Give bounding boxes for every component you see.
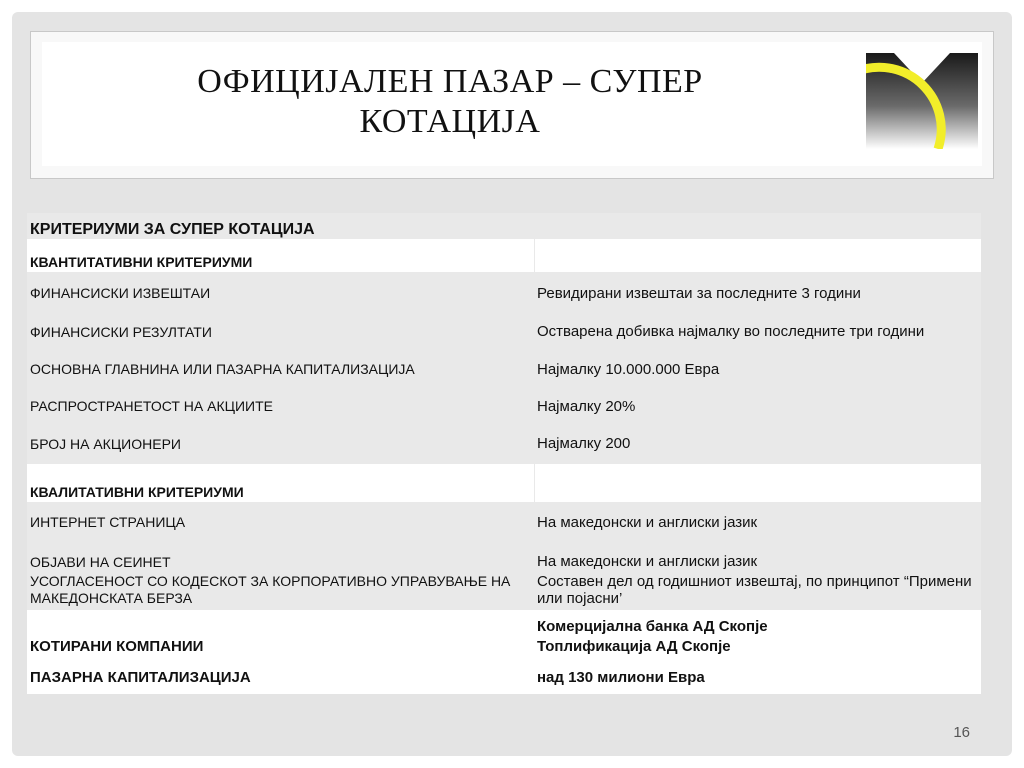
listed-companies-row bbox=[27, 610, 981, 660]
requirement-cell: Најмалку 10.000.000 Евра bbox=[534, 349, 981, 389]
stock-exchange-logo bbox=[866, 53, 978, 149]
requirement-cell: На македонски и англиски јазик bbox=[534, 502, 981, 542]
requirement-cell: Најмалку 200 bbox=[534, 423, 981, 464]
requirement-cell: Составен дел од годишниот извештај, по принципот “Примени или појасни’ bbox=[534, 570, 981, 610]
section-heading-quantitative: КВАНТИТАТИВНИ КРИТЕРИУМИ bbox=[27, 239, 534, 272]
table-row bbox=[27, 314, 981, 349]
table-row bbox=[27, 502, 981, 542]
listed-companies-label: КОТИРАНИ КОМПАНИИ bbox=[27, 610, 534, 660]
table-header: КРИТЕРИУМИ ЗА СУПЕР КОТАЦИЈА bbox=[27, 213, 981, 239]
table-header-row bbox=[27, 213, 981, 239]
criterion-cell: ИНТЕРНЕТ СТРАНИЦА bbox=[27, 502, 534, 542]
section-row-qualitative bbox=[27, 464, 981, 502]
criterion-cell: ОБЈАВИ НА СЕИНЕТ bbox=[27, 542, 534, 570]
table-row bbox=[27, 389, 981, 423]
requirement-cell: Најмалку 20% bbox=[534, 389, 981, 423]
criterion-cell: ОСНОВНА ГЛАВНИНА ИЛИ ПАЗАРНА КАПИТАЛИЗАЦИЈА bbox=[27, 349, 534, 389]
section-row-quantitative bbox=[27, 239, 981, 272]
super-listing-criteria-table bbox=[27, 213, 981, 694]
market-cap-label: ПАЗАРНА КАПИТАЛИЗАЦИЈА bbox=[27, 660, 534, 694]
table-row bbox=[27, 570, 981, 610]
listed-company: Комерцијална банка АД Скопје bbox=[537, 618, 768, 635]
criterion-cell: РАСПРОСТРАНЕТОСТ НА АКЦИИТЕ bbox=[27, 389, 534, 423]
market-cap-value: над 130 милиони Евра bbox=[534, 660, 981, 694]
table-row bbox=[27, 423, 981, 464]
requirement-cell: На македонски и англиски јазик bbox=[534, 542, 981, 570]
requirement-cell: Остварена добивка најмалку во последните три години bbox=[534, 314, 981, 349]
criterion-cell: ФИНАНСИСКИ ИЗВЕШТАИ bbox=[27, 272, 534, 314]
criterion-cell: ФИНАНСИСКИ РЕЗУЛТАТИ bbox=[27, 314, 534, 349]
table-row bbox=[27, 542, 981, 570]
market-cap-row bbox=[27, 660, 981, 694]
table-row bbox=[27, 272, 981, 314]
page-number: 16 bbox=[953, 724, 970, 741]
criterion-cell: БРОЈ НА АКЦИОНЕРИ bbox=[27, 423, 534, 464]
requirement-cell: Ревидирани извештаи за последните 3 години bbox=[534, 272, 981, 314]
listed-company: Топлификација АД Скопје bbox=[537, 638, 731, 655]
criterion-cell: УСОГЛАСЕНОСТ СО КОДЕСКОТ ЗА КОРПОРАТИВНО УПРАВУВАЊЕ НА МАКЕДОНСКАТА БЕРЗА bbox=[27, 570, 534, 610]
table-row bbox=[27, 349, 981, 389]
section-heading-qualitative: КВАЛИТАТИВНИ КРИТЕРИУМИ bbox=[27, 464, 534, 502]
slide-title: ОФИЦИЈАЛЕН ПАЗАР – СУПЕР КОТАЦИЈА bbox=[197, 63, 703, 140]
